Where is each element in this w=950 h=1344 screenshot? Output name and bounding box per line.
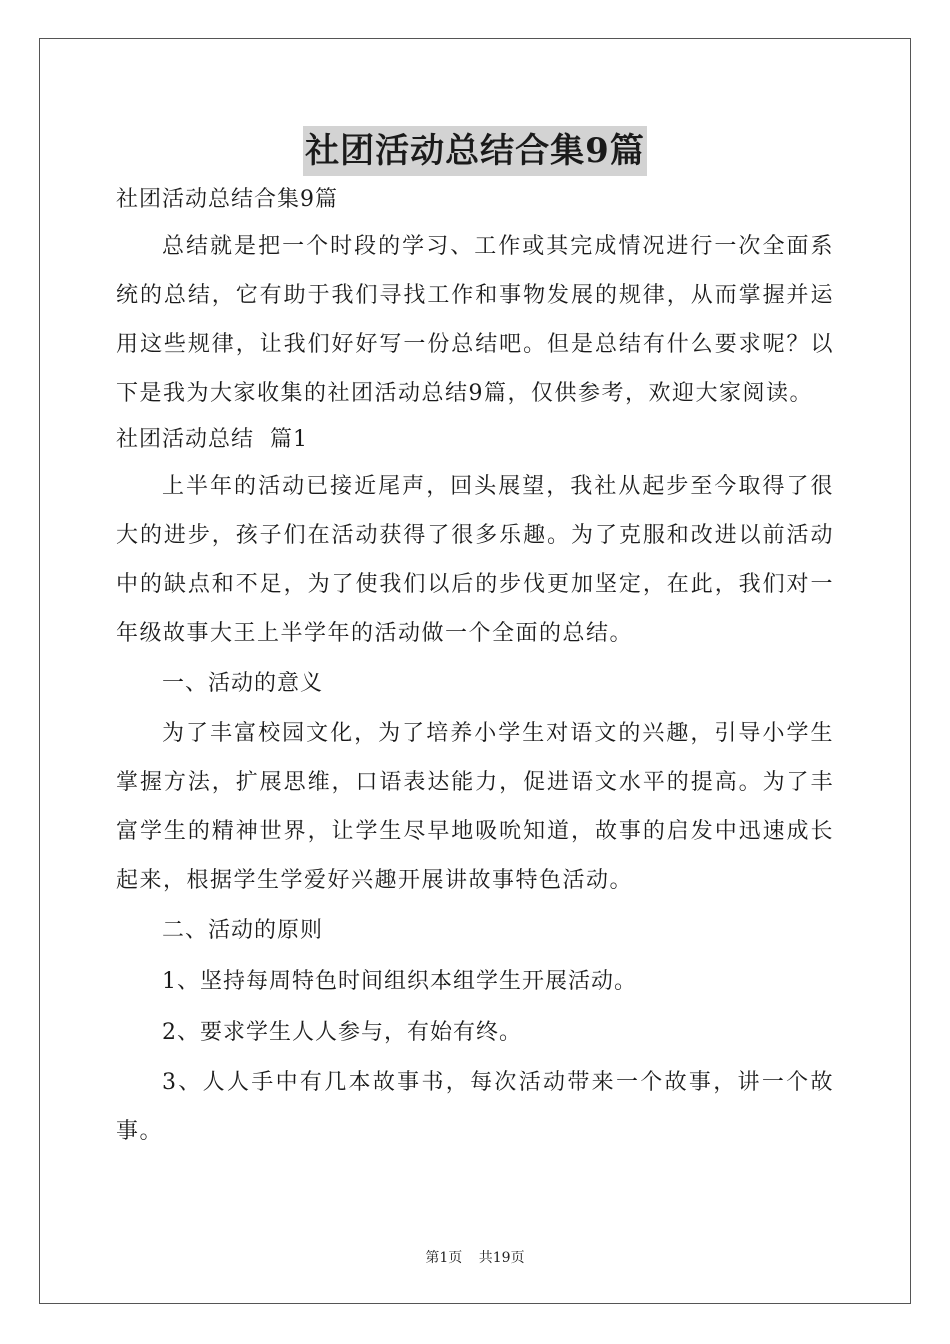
principle-item-2: 2、要求学生人人参与，有始有终。 [162,1020,522,1045]
heading-activity-principles: 二、活动的原则 [162,918,324,943]
section-paragraph-1: 上半年的活动已接近尾声，回头展望，我社从起步至今取得了很大的进步，孩子们在活动获得了很多乐趣。为了克服和改进以前活动中的缺点和不足，为了使我们以后的步伐更加坚定，在此，我们对一年级故事大王上半学年的活动做一个全面的总结。 [116,474,834,646]
document-title: 社团活动总结合集9篇 [303,126,647,176]
section-paragraph-2: 为了丰富校园文化，为了培养小学生对语文的兴趣，引导小学生掌握方法，扩展思维，口语表达能力，促进语文水平的提高。为了丰富学生的精神世界，让学生尽早地吸吮知道，故事的启发中迅速成长起来，根据学生学爱好兴趣开展讲故事特色活动。 [116,721,834,893]
heading-activity-meaning: 一、活动的意义 [162,671,324,696]
page-footer [0,1247,950,1267]
principle-item-3: 3、人人手中有几本故事书，每次活动带来一个故事，讲一个故事。 [116,1070,834,1144]
title-container [0,126,950,176]
page-total: 共19页 [478,1250,525,1266]
intro-paragraph: 总结就是把一个时段的学习、工作或其完成情况进行一次全面系统的总结，它有助于我们寻找工作和事物发展的规律，从而掌握并运用这些规律，让我们好好写一份总结吧。但是总结有什么要求呢？以下是我为大家收集的社团活动总结9篇，仅供参考，欢迎大家阅读。 [116,234,834,406]
section-heading: 社团活动总结 篇1 [116,427,308,452]
document-subtitle: 社团活动总结合集9篇 [116,187,338,212]
principle-item-1: 1、坚持每周特色时间组织本组学生开展活动。 [162,969,637,994]
document-body [116,178,834,1156]
page-number: 第1页 [425,1250,463,1266]
